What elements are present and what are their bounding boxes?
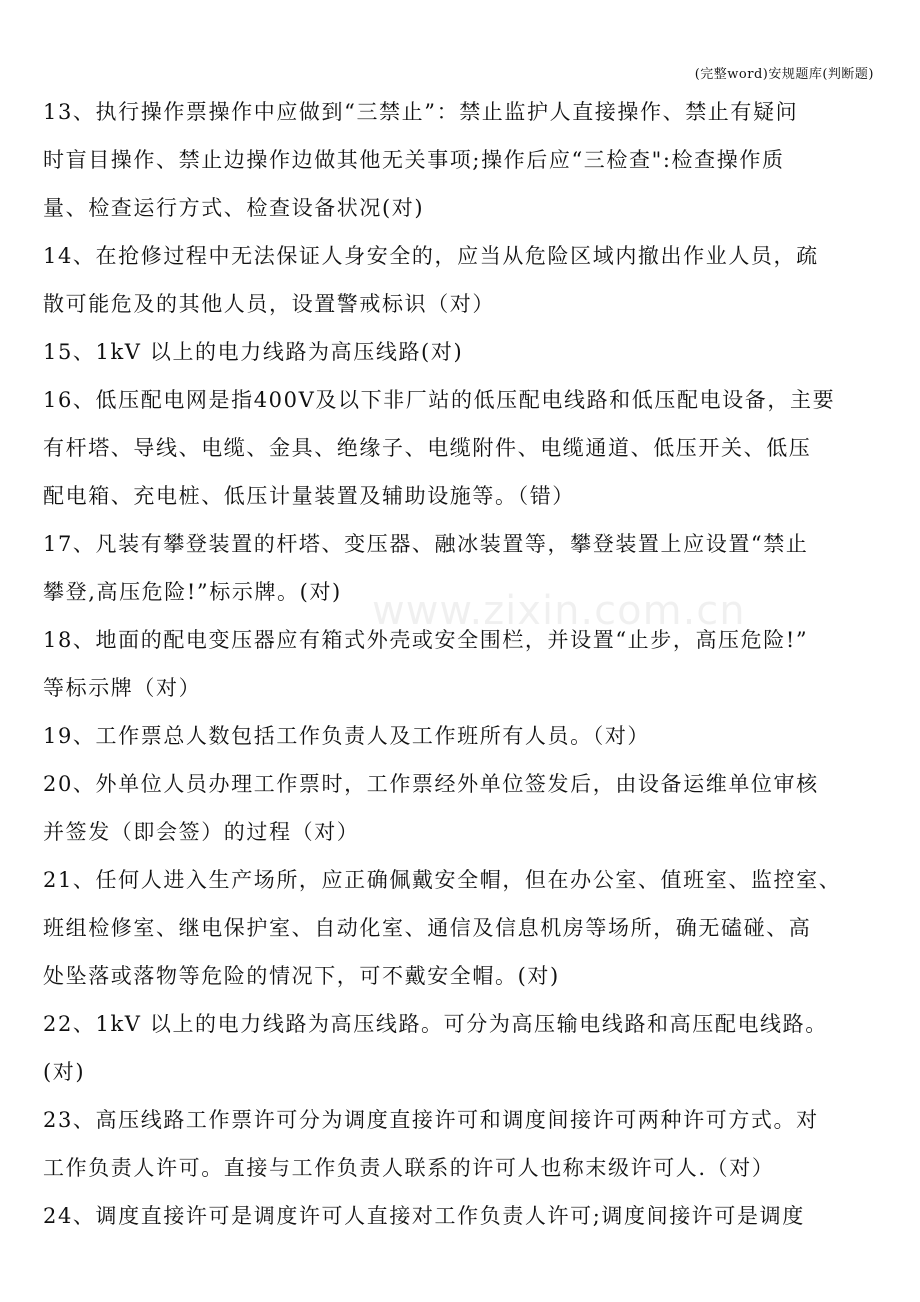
question-text-line: 配电箱、充电桩、低压计量装置及辅助设施等。（错）	[43, 484, 575, 508]
question-text-line: (对)	[43, 1060, 86, 1084]
question-text-line: 22、1kV 以上的电力线路为高压线路。可分为高压输电线路和高压配电线路。	[43, 1012, 828, 1036]
question-text-line: 量、检查运行方式、检查设备状况(对)	[43, 196, 425, 220]
question-text-line: 班组检修室、继电保护室、自动化室、通信及信息机房等场所，确无磕碰、高	[43, 916, 812, 940]
question-text-line: 23、高压线路工作票许可分为调度直接许可和调度间接许可两种许可方式。对	[43, 1108, 819, 1132]
question-text-line: 等标示牌（对）	[43, 676, 202, 700]
question-text-line: 散可能危及的其他人员，设置警戒标识（对）	[43, 292, 495, 316]
question-item	[43, 1192, 877, 1240]
question-list	[43, 88, 877, 1240]
question-item	[43, 232, 877, 328]
question-text-line: 14、在抢修过程中无法保证人身安全的，应当从危险区域内撤出作业人员，疏	[43, 244, 819, 268]
question-text-line: 24、调度直接许可是调度许可人直接对工作负责人许可;调度间接许可是调度	[43, 1204, 805, 1228]
question-item	[43, 328, 877, 376]
question-item	[43, 616, 877, 712]
question-text-line: 有杆塔、导线、电缆、金具、绝缘子、电缆附件、电缆通道、低压开关、低压	[43, 436, 812, 460]
watermark: www.zixin.com.cn	[372, 588, 746, 634]
question-text-line: 时盲目操作、禁止边操作边做其他无关事项;操作后应“三检查":检查操作质	[43, 148, 785, 172]
question-item	[43, 712, 877, 760]
question-text-line: 15、1kV 以上的电力线路为高压线路(对)	[43, 340, 464, 364]
question-item	[43, 520, 877, 616]
question-text-line: 攀登,高压危险!”标示牌。(对)	[43, 580, 342, 604]
question-item	[43, 88, 877, 232]
question-text-line: 17、凡装有攀登装置的杆塔、变压器、融冰装置等，攀登装置上应设置“禁止	[43, 532, 809, 556]
question-item	[43, 1096, 877, 1192]
question-text-line: 工作负责人许可。直接与工作负责人联系的许可人也称末级许可人.（对）	[43, 1156, 775, 1180]
question-text-line: 并签发（即会签）的过程（对）	[43, 820, 360, 844]
question-item	[43, 760, 877, 856]
question-text-line: 20、外单位人员办理工作票时，工作票经外单位签发后，由设备运维单位审核	[43, 772, 819, 796]
page-header: (完整word)安规题库(判断题)	[694, 67, 874, 82]
question-item	[43, 1000, 877, 1096]
question-text-line: 18、地面的配电变压器应有箱式外壳或安全围栏，并设置“止步，高压危险!”	[43, 628, 809, 652]
question-item	[43, 376, 877, 520]
question-text-line: 19、工作票总人数包括工作负责人及工作班所有人员。（对）	[43, 724, 651, 748]
question-text-line: 21、任何人进入生产场所，应正确佩戴安全帽，但在办公室、值班室、监控室、	[43, 868, 842, 892]
question-text-line: 处坠落或落物等危险的情况下，可不戴安全帽。(对)	[43, 964, 560, 988]
question-item	[43, 856, 877, 1000]
question-text-line: 16、低压配电网是指400V及以下非厂站的低压配电线路和低压配电设备，主要	[43, 388, 836, 412]
question-text-line: 13、执行操作票操作中应做到“三禁止”：禁止监护人直接操作、禁止有疑问	[43, 100, 799, 124]
